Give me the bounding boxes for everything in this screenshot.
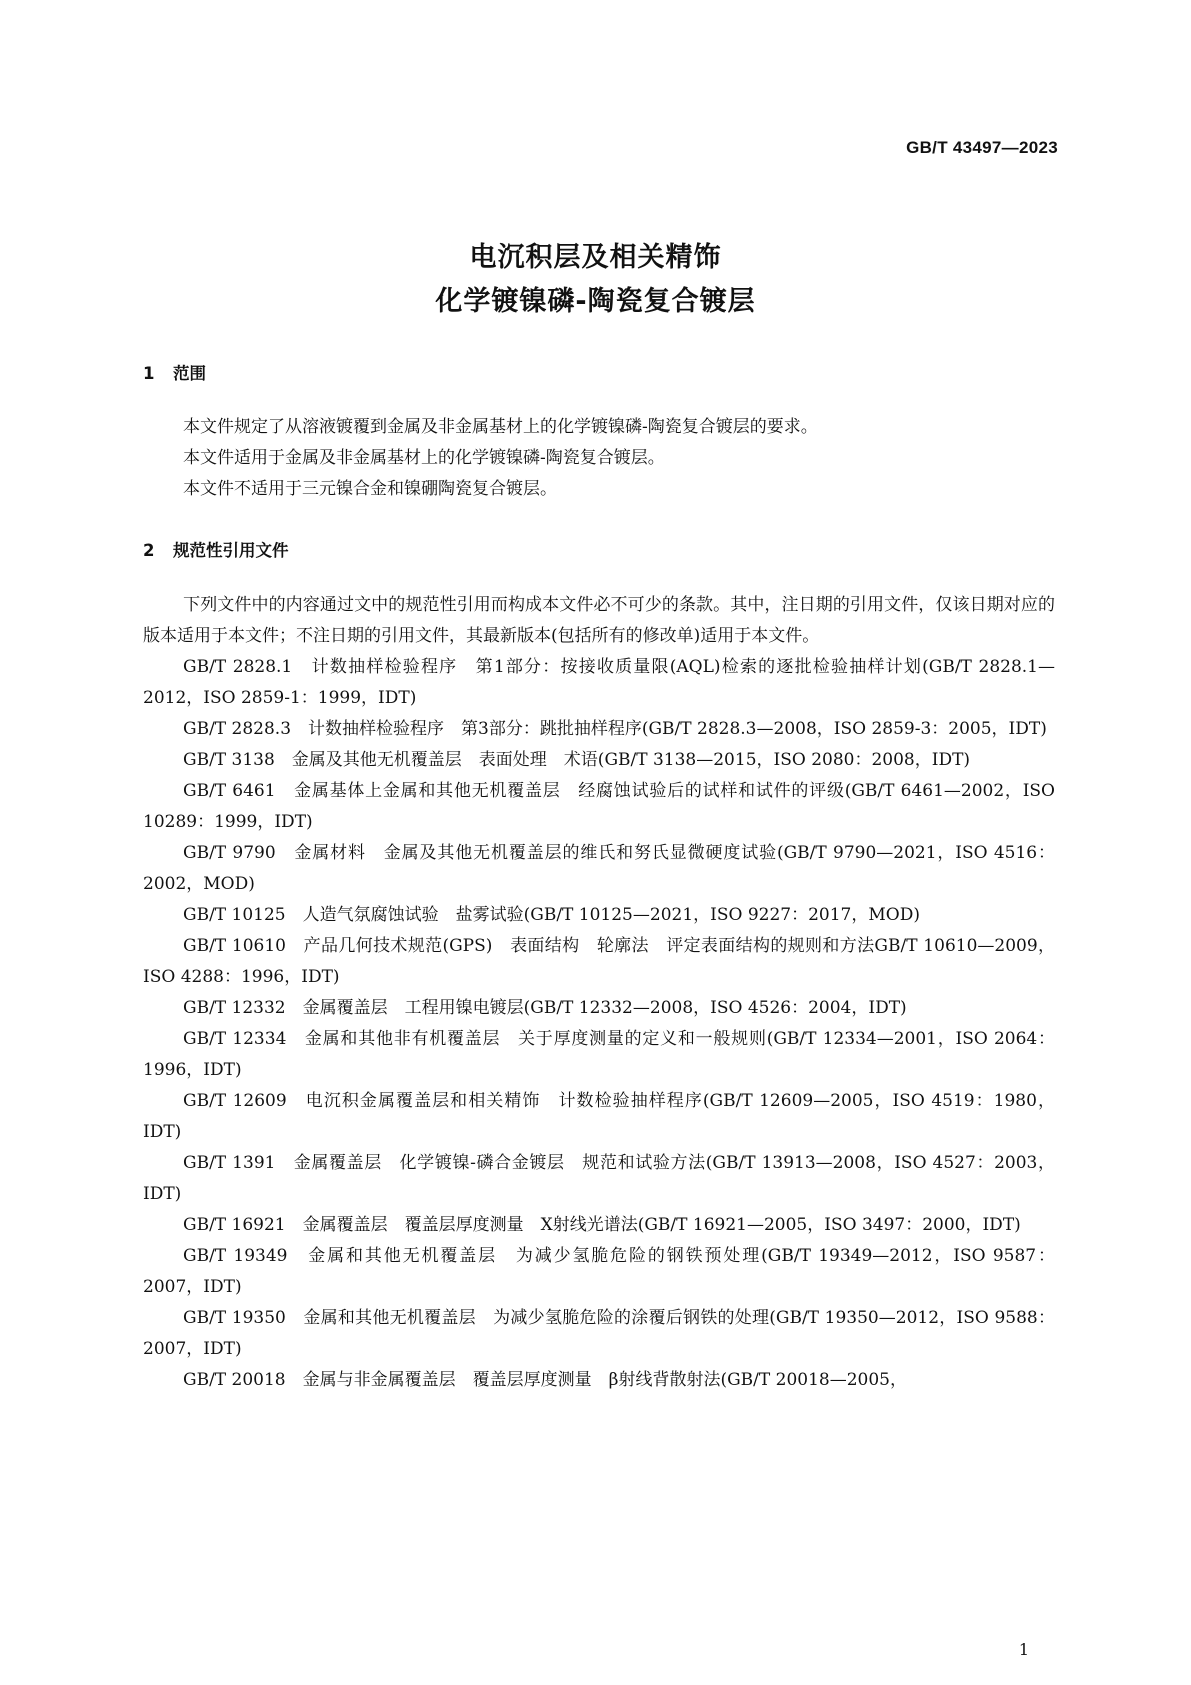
reference-item: GB/T 12609 电沉积金属覆盖层和相关精饰 计数检验抽样程序(GB/T 12609—2005，ISO 4519：1980，IDT) bbox=[143, 1091, 1055, 1142]
page-number: 1 bbox=[1018, 1640, 1029, 1659]
reference-item: GB/T 19350 金属和其他无机覆盖层 为减少氢脆危险的涂覆后钢铁的处理(GB/T 19350—2012，ISO 9588：2007，IDT) bbox=[143, 1308, 1055, 1359]
intro-paragraph: 下列文件中的内容通过文中的规范性引用而构成本文件必不可少的条款。其中，注日期的引用文件，仅该日期对应的版本适用于本文件；不注日期的引用文件，其最新版本(包括所有的修改单)适用于本文件。 bbox=[143, 595, 1055, 646]
section-1-heading bbox=[143, 360, 206, 384]
reference-item: GB/T 9790 金属材料 金属及其他无机覆盖层的维氏和努氏显微硬度试验(GB/T 9790—2021，ISO 4516：2002，MOD) bbox=[143, 843, 1055, 894]
section-2-heading bbox=[143, 537, 289, 561]
title-line-1: 电沉积层及相关精饰 bbox=[469, 242, 722, 273]
paragraph: 本文件规定了从溶液镀覆到金属及非金属基材上的化学镀镍磷-陶瓷复合镀层的要求。 bbox=[183, 417, 818, 437]
document-title bbox=[0, 236, 1191, 324]
reference-item: GB/T 6461 金属基体上金属和其他无机覆盖层 经腐蚀试验后的试样和试件的评级(GB/T 6461—2002，ISO 10289：1999，IDT) bbox=[143, 781, 1055, 832]
paragraph: 本文件适用于金属及非金属基材上的化学镀镍磷-陶瓷复合镀层。 bbox=[183, 448, 665, 468]
section-number: 1 bbox=[143, 364, 155, 383]
reference-item: GB/T 10125 人造气氛腐蚀试验 盐雾试验(GB/T 10125—2021，ISO 9227：2017，MOD) bbox=[183, 905, 920, 925]
scope-paragraphs bbox=[143, 412, 1055, 505]
section-number: 2 bbox=[143, 541, 155, 560]
reference-item: GB/T 2828.1 计数抽样检验程序 第1部分：按接收质量限(AQL)检索的逐批检验抽样计划(GB/T 2828.1—2012，ISO 2859-1：1999，IDT) bbox=[143, 657, 1055, 708]
section-title: 规范性引用文件 bbox=[173, 541, 289, 560]
reference-item: GB/T 1391 金属覆盖层 化学镀镍-磷合金镀层 规范和试验方法(GB/T 13913—2008，ISO 4527：2003，IDT) bbox=[143, 1153, 1055, 1204]
standard-code: GB/T 43497—2023 bbox=[906, 138, 1058, 157]
reference-item: GB/T 2828.3 计数抽样检验程序 第3部分：跳批抽样程序(GB/T 2828.3—2008，ISO 2859-3：2005，IDT) bbox=[183, 719, 1047, 739]
reference-item: GB/T 20018 金属与非金属覆盖层 覆盖层厚度测量 β射线背散射法(GB/T 20018—2005， bbox=[183, 1370, 907, 1390]
reference-item: GB/T 19349 金属和其他无机覆盖层 为减少氢脆危险的钢铁预处理(GB/T 19349—2012，ISO 9587：2007，IDT) bbox=[143, 1246, 1055, 1297]
reference-item: GB/T 3138 金属及其他无机覆盖层 表面处理 术语(GB/T 3138—2015，ISO 2080：2008，IDT) bbox=[183, 750, 971, 770]
reference-item: GB/T 12334 金属和其他非有机覆盖层 关于厚度测量的定义和一般规则(GB/T 12334—2001，ISO 2064：1996，IDT) bbox=[143, 1029, 1055, 1080]
reference-item: GB/T 10610 产品几何技术规范(GPS) 表面结构 轮廓法 评定表面结构的规则和方法GB/T 10610—2009，ISO 4288：1996，IDT) bbox=[143, 936, 1055, 987]
section-title: 范围 bbox=[173, 364, 206, 383]
reference-item: GB/T 12332 金属覆盖层 工程用镍电镀层(GB/T 12332—2008，ISO 4526：2004，IDT) bbox=[183, 998, 907, 1018]
references-block bbox=[143, 590, 1055, 1396]
reference-item: GB/T 16921 金属覆盖层 覆盖层厚度测量 X射线光谱法(GB/T 16921—2005，ISO 3497：2000，IDT) bbox=[183, 1215, 1021, 1235]
title-line-2: 化学镀镍磷-陶瓷复合镀层 bbox=[435, 286, 756, 317]
paragraph: 本文件不适用于三元镍合金和镍硼陶瓷复合镀层。 bbox=[183, 479, 557, 499]
